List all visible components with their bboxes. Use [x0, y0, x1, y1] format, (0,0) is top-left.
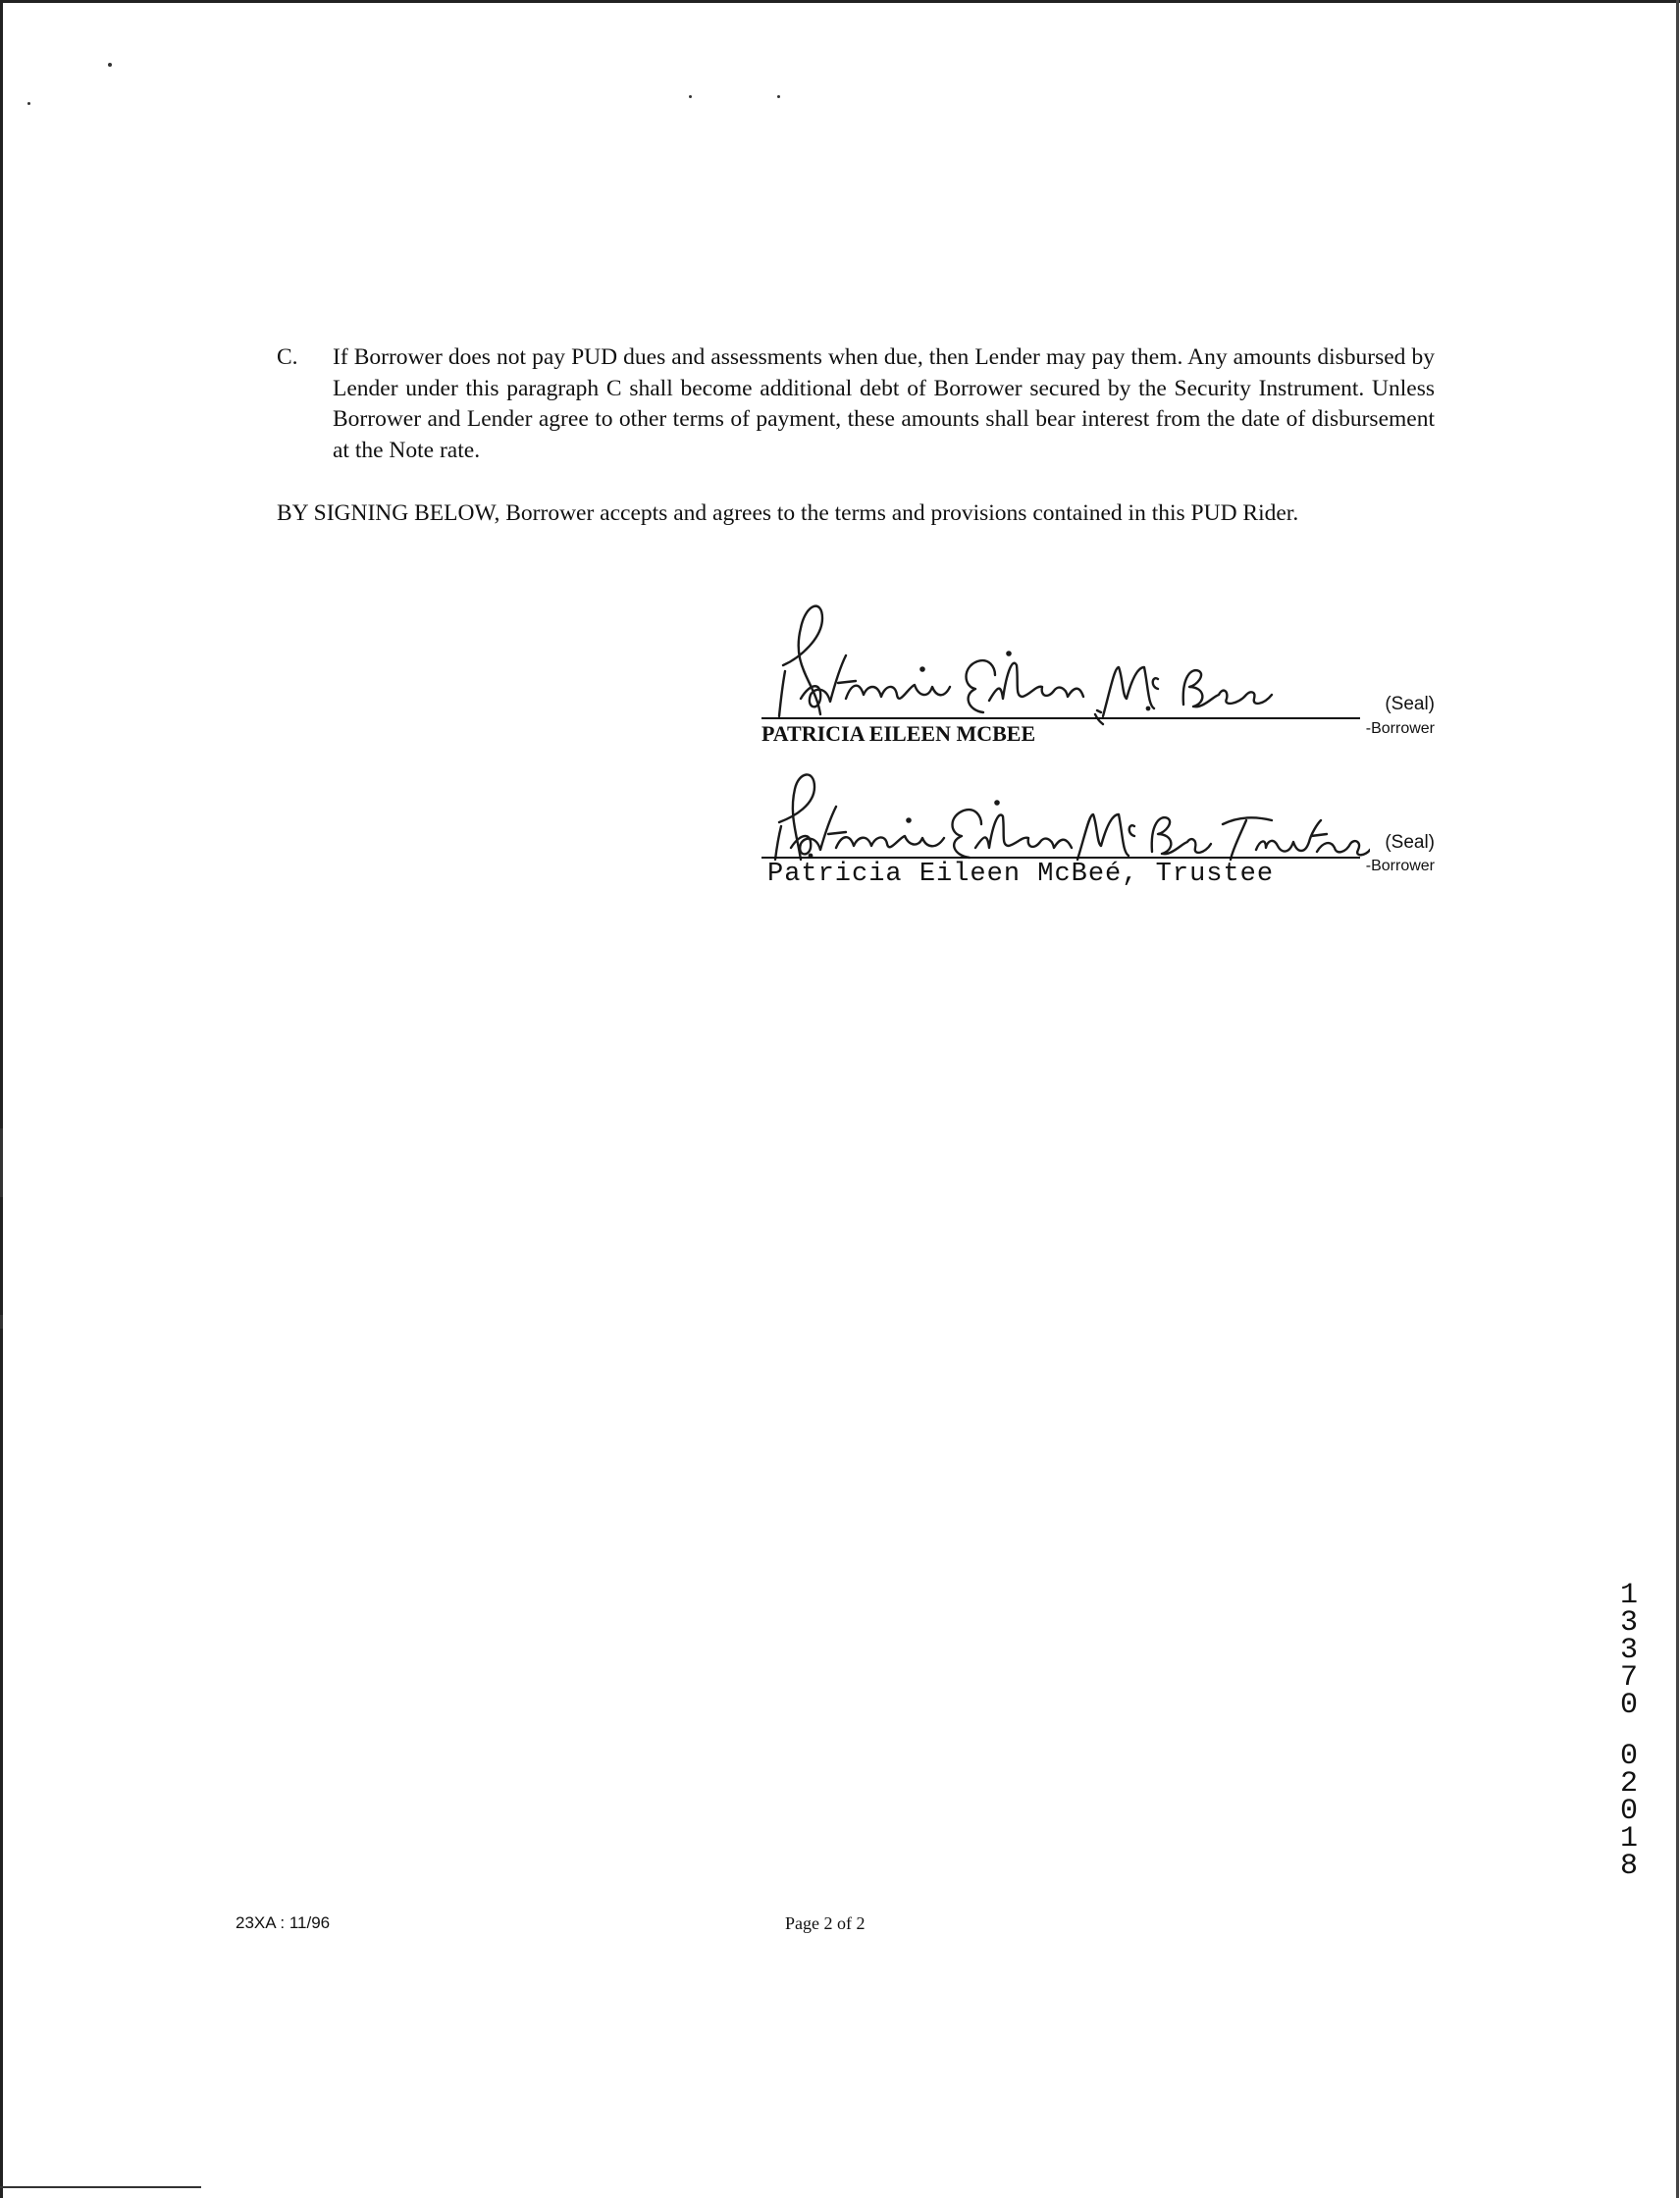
paragraph-c	[277, 342, 1435, 466]
seal-label: (Seal)	[1385, 832, 1435, 853]
printed-name: PATRICIA EILEEN MCBEE	[761, 721, 1036, 746]
signature-line	[761, 857, 1360, 859]
recording-number-stamp	[1609, 1579, 1649, 1883]
stamp-digit: 3	[1619, 1606, 1638, 1640]
scan-speck	[689, 95, 692, 98]
scan-speck	[777, 95, 780, 98]
signature-line	[761, 717, 1360, 719]
borrower-role-label: -Borrower	[1365, 720, 1435, 737]
handwritten-signature-2	[761, 765, 1370, 864]
stamp-digit: 1	[1619, 1579, 1638, 1612]
stamp-digit: 2	[1619, 1767, 1638, 1801]
signature-block-trustee	[761, 765, 1435, 913]
scan-border-right	[1676, 0, 1679, 2198]
stamp-digit: 1	[1619, 1822, 1638, 1856]
stamp-digit: 7	[1619, 1661, 1638, 1695]
signature-block-borrower	[761, 589, 1435, 746]
scan-border-left	[0, 0, 3, 2198]
paragraph-c-label: C.	[277, 344, 298, 370]
stamp-digit: 0	[1619, 1740, 1638, 1773]
borrower-role-label: -Borrower	[1365, 858, 1435, 874]
scan-edge-mark	[0, 1315, 3, 1329]
seal-label: (Seal)	[1385, 694, 1435, 714]
scan-border-top	[0, 0, 1680, 3]
paragraph-c-text: If Borrower does not pay PUD dues and assessments when due, then Lender may pay them. Any amounts disbursed by Lender under this paragraph C shall become additional debt of Borrower secured by the Security Instrument. Unless Borrower and Lender agree to other terms of payment, these amounts shall bear interest from the date of disbursement at the Note rate.	[333, 344, 1435, 463]
stamp-digit: 3	[1619, 1634, 1638, 1667]
signing-statement: BY SIGNING BELOW, Borrower accepts and agrees to the terms and provisions contained in this PUD Rider.	[277, 500, 1299, 526]
scan-speck	[108, 63, 112, 67]
stamp-digit: 0	[1619, 1795, 1638, 1828]
stamp-digit: 0	[1619, 1689, 1638, 1722]
page-number: Page 2 of 2	[785, 1913, 866, 1933]
printed-name: Patricia Eileen McBeé, Trustee	[767, 860, 1275, 889]
scan-speck	[27, 102, 30, 105]
scan-line-bottom	[0, 2186, 201, 2188]
form-code: 23XA : 11/96	[236, 1913, 331, 1932]
stamp-digit: 8	[1619, 1850, 1638, 1883]
handwritten-signature-1	[761, 589, 1311, 726]
scan-edge-mark	[0, 1128, 3, 1197]
